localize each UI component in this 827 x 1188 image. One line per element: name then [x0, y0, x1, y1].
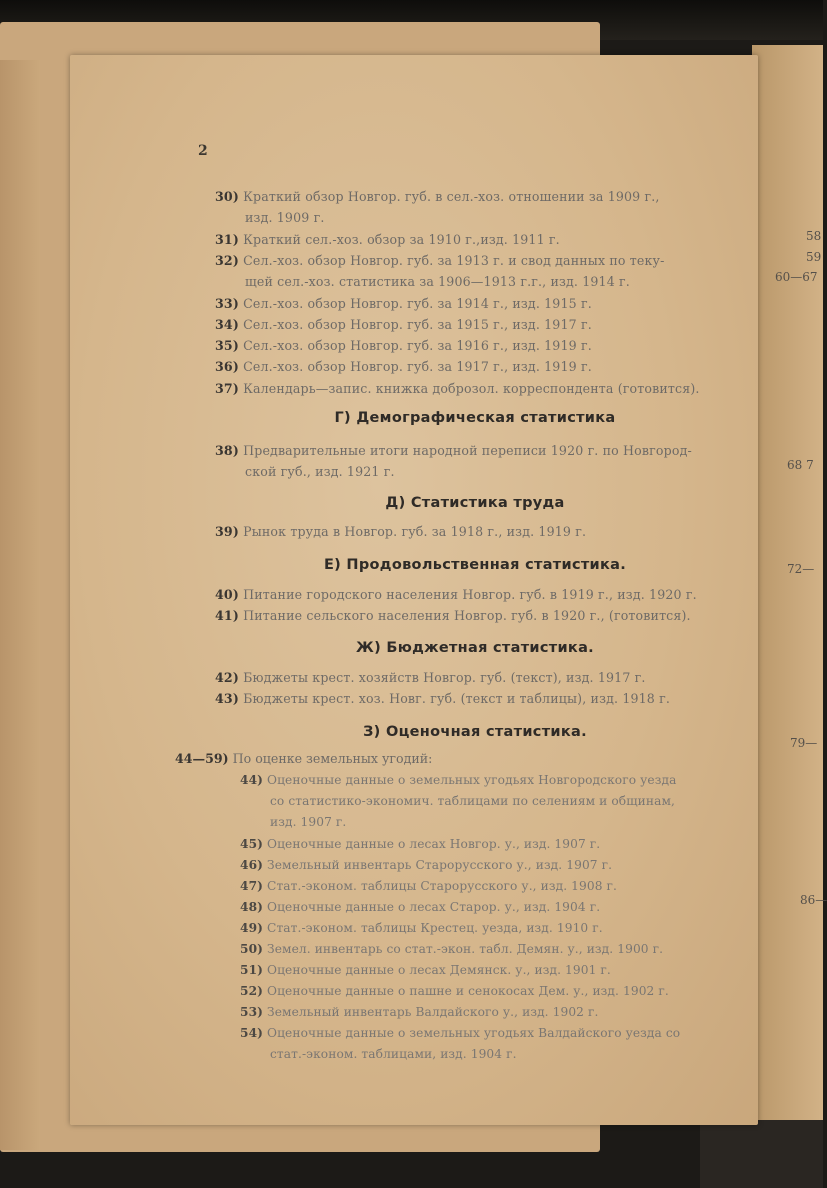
margin-number: 68 7	[787, 458, 814, 472]
list-item: 41) Питание сельского населения Новгор. губ. в 1920 г., (готовится).	[215, 608, 691, 623]
section-heading-labor: Д) Статистика труда	[385, 495, 565, 511]
list-item: 37) Календарь—запис. книжка доброзол. корреспондента (готовится).	[215, 381, 700, 396]
list-item: 38) Предварительные итоги народной переписи 1920 г. по Новгород- ской губ., изд. 1921 г.	[215, 443, 692, 479]
list-item: 30) Краткий обзор Новгор. губ. в сел.-хоз. отношении за 1909 г., изд. 1909 г.	[215, 189, 660, 225]
section-heading-budget: Ж) Бюджетная статистика.	[356, 640, 594, 656]
list-item: 47) Стат.-эконом. таблицы Старорусского у., изд. 1908 г.	[240, 879, 617, 893]
list-item: 32) Сел.-хоз. обзор Новгор. губ. за 1913 г. и свод данных по теку- щей сел.-хоз. статистика за 1906—1913 г.г., изд. 1914 г.	[215, 253, 665, 289]
list-item: 43) Бюджеты крест. хоз. Новг. губ. (текст и таблицы), изд. 1918 г.	[215, 691, 671, 706]
list-item: 48) Оценочные данные о лесах Старор. у., изд. 1904 г.	[240, 900, 601, 914]
margin-number: 58	[806, 229, 822, 243]
left-page-edge	[0, 60, 40, 1150]
section-heading-food: Е) Продовольственная статистика.	[323, 557, 627, 573]
list-item: 34) Сел.-хоз. обзор Новгор. губ. за 1915 г., изд. 1917 г.	[215, 317, 592, 332]
list-item: 50) Земел. инвентарь со стат.-экон. табл. Демян. у., изд. 1900 г.	[240, 942, 664, 956]
margin-number: 59	[806, 250, 822, 264]
margin-number: 79—	[790, 736, 818, 750]
section-heading-valuation: З) Оценочная статистика.	[363, 724, 587, 740]
group-entry: 44—59) По оценке земельных угодий:	[175, 751, 433, 766]
list-item: 36) Сел.-хоз. обзор Новгор. губ. за 1917 г., изд. 1919 г.	[215, 359, 592, 374]
list-item: 33) Сел.-хоз. обзор Новгор. губ. за 1914 г., изд. 1915 г.	[215, 296, 592, 311]
list-item: 54) Оценочные данные о земельных угодьях Валдайского уезда со стат.-эконом. таблицами, изд. 1904 г.	[240, 1026, 681, 1061]
margin-number: 60—67	[775, 270, 818, 284]
list-item: 53) Земельный инвентарь Валдайского у., изд. 1902 г.	[240, 1005, 599, 1019]
list-item: 49) Стат.-эконом. таблицы Крестец. уезда, изд. 1910 г.	[240, 921, 603, 935]
margin-number: 72—	[787, 562, 815, 576]
section-heading-demographic: Г) Демографическая статистика	[334, 410, 616, 426]
list-item: 51) Оценочные данные о лесах Демянск. у., изд. 1901 г.	[240, 963, 611, 977]
margin-number: 86—	[800, 893, 827, 907]
list-item: 39) Рынок труда в Новгор. губ. за 1918 г., изд. 1919 г.	[215, 524, 587, 539]
list-item: 52) Оценочные данные о пашне и сенокосах Дем. у., изд. 1902 г.	[240, 984, 669, 998]
list-item: 40) Питание городского населения Новгор. губ. в 1919 г., изд. 1920 г.	[215, 587, 697, 602]
adjacent-page	[752, 45, 823, 1130]
list-item: 46) Земельный инвентарь Старорусского у., изд. 1907 г.	[240, 858, 613, 872]
list-item: 35) Сел.-хоз. обзор Новгор. губ. за 1916 г., изд. 1919 г.	[215, 338, 592, 353]
list-item: 45) Оценочные данные о лесах Новгор. у., изд. 1907 г.	[240, 837, 601, 851]
list-item: 31) Краткий сел.-хоз. обзор за 1910 г.,изд. 1911 г.	[215, 232, 560, 247]
book-cover-corner	[700, 1120, 823, 1188]
list-item: 42) Бюджеты крест. хозяйств Новгор. губ. (текст), изд. 1917 г.	[215, 670, 646, 685]
page-number: 2	[198, 143, 208, 159]
list-item: 44) Оценочные данные о земельных угодьях Новгородского уезда со статистико-экономич. таблицами по селениям и общинам, изд. 1907 г.	[240, 773, 677, 829]
